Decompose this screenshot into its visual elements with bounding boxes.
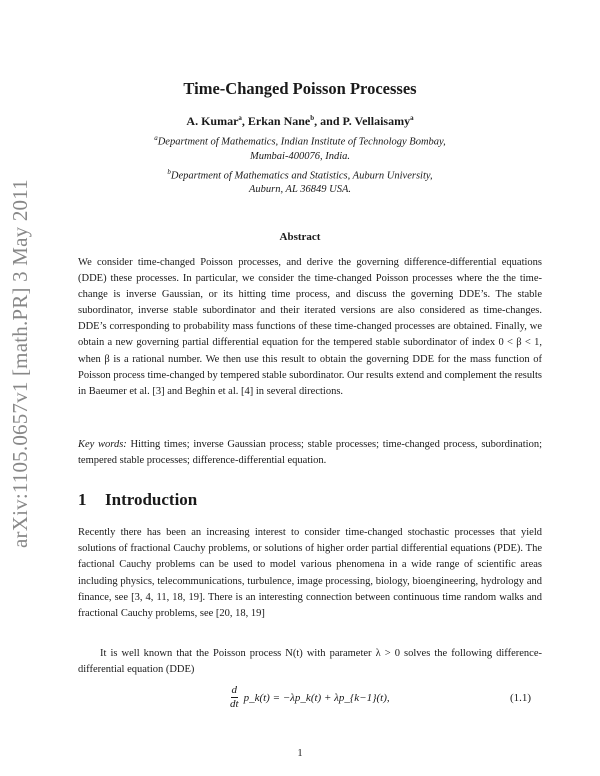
author-mark: a <box>410 114 414 122</box>
page-number: 1 <box>297 748 303 759</box>
affiliation-mark: b <box>167 168 171 176</box>
paper-title: Time-Changed Poisson Processes <box>183 79 417 98</box>
section-number: 1 <box>78 490 87 509</box>
arxiv-stamp: arXiv:1105.0657v1 [math.PR] 3 May 2011 <box>8 179 32 548</box>
intro-paragraph-1: Recently there has been an increasing interest to consider time-changed stochastic processes that yield solutions of fractional Cauchy problems, or solutions of higher order partial differential equations (PDE). The factional Cauchy problems can be used to model various phenomena in a wide range of scientific areas including physics, telecommunications, turbulence, image processing, biology, bioengineering, hydrology and finance, see [3, 4, 11, 18, 19]. There is an interesting connection between continuous time random walks and fractional Cauchy problems, see [20, 18, 19] <box>78 527 542 620</box>
abstract-heading: Abstract <box>279 231 321 243</box>
author-mark: b <box>310 114 315 122</box>
keywords-label: Key words: <box>78 439 127 450</box>
abstract-text: We consider time-changed Poisson processes, and derive the governing difference-differential equations (DDE) these processes. In particular, we consider the time-changed Poisson processes where the the time-change is inverse Gaussian, or its hitting time process, and discuss the governing DDE’s. The stable subordinator, inverse stable subordinator and their iterated versions are also considered as time-changes. DDE’s corresponding to probability mass functions of these time-changed processes are obtained. Finally, we obtain a new governing partial differential equation for the tempered stable subordinator of index 0 < β < 1, when β is a rational number. We then use this result to obtain the governing DDE for the mass function of Poisson process time-changed by tempered stable subordinator. Our results extend and complement the results in Baeumer et al. [3] and Beghin et al. [4] in several directions. <box>78 257 542 397</box>
section-heading <box>78 490 197 510</box>
affiliation-b-line2: Auburn, AL 36849 USA. <box>249 184 351 195</box>
author-name: and P. Vellaisamy <box>320 114 411 128</box>
affiliation-b-line1: $^b$Department of Mathematics and Statistics, Auburn University, <box>167 168 433 182</box>
equation-1-1 <box>230 684 390 711</box>
fraction-denominator: dt <box>230 698 239 710</box>
affiliation-mark: a <box>154 134 158 142</box>
keywords-text: Hitting times; inverse Gaussian process; stable processes; time-changed process, subordination; tempered stable processes; difference-differential equation. <box>78 439 543 467</box>
equation-body: p_k(t) = −λp_k(t) + λp_{k−1}(t), <box>243 691 390 704</box>
author-list: A. Kumar$^a$, Erkan Nane$^b$, and P. Vellaisamy$^a$ <box>186 114 414 128</box>
intro-paragraph-2: It is well known that the Poisson process N(t) with parameter λ > 0 solves the following difference-differential equation (DDE) <box>78 648 542 676</box>
section-title: Introduction <box>105 490 198 509</box>
fraction-numerator: d <box>231 684 238 696</box>
derivative-fraction <box>230 684 239 711</box>
author-name: Erkan Nane <box>247 114 311 128</box>
affiliation-a-line2: Mumbai-400076, India. <box>249 151 351 162</box>
equation-number: (1.1) <box>510 692 532 704</box>
affiliation-a-line1: $^a$Department of Mathematics, Indian Institute of Technology Bombay, <box>154 134 446 148</box>
keywords <box>78 437 542 469</box>
author-mark: a <box>238 114 242 122</box>
author-name: A. Kumar <box>186 114 239 128</box>
